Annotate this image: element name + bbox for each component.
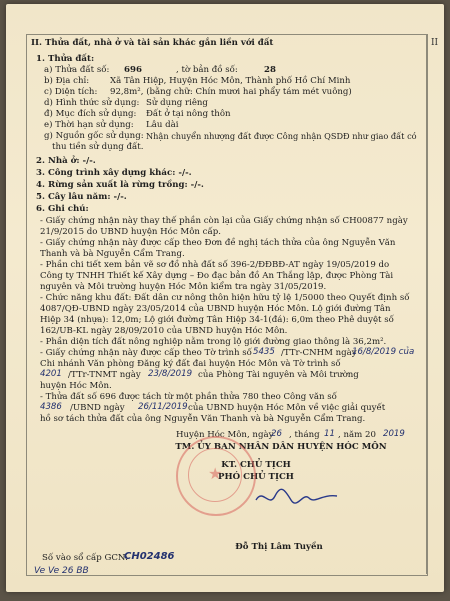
- note-line: - Phần diện tích đất nông nghiệp nằm trong lộ giới đường giao thông là 36,2m².: [40, 337, 387, 347]
- use-form-value: Sử dụng riêng: [146, 98, 208, 108]
- handwritten-day: 26: [271, 429, 282, 439]
- handwritten-to-trinh-date: 16/8/2019 của: [352, 347, 415, 357]
- perennial-line: 5. Cây lâu năm: -/-.: [36, 192, 127, 202]
- origin-value-2: thu tiền sử dụng đất.: [52, 142, 144, 152]
- note-line: nguyên và Môi trường huyện Hóc Môn kiểm tra ngày 31/05/2019.: [40, 282, 327, 292]
- handwritten-cong-van-date: 26/11/2019: [138, 402, 188, 412]
- year-label: , năm 20: [338, 430, 376, 440]
- registry-label: Số vào sổ cấp GCN:: [42, 553, 129, 563]
- note-line: /UBND ngày: [70, 403, 125, 413]
- purpose-value: Đất ở tại nông thôn: [146, 109, 231, 119]
- note-line: huyện Hóc Môn.: [40, 381, 112, 391]
- area-value: 92,8m², (bằng chữ: Chín mươi hai phẩy tám mét vuông): [110, 87, 352, 97]
- map-value: 28: [264, 65, 276, 75]
- notes-header: 6. Ghi chú:: [36, 204, 89, 214]
- note-line: hồ sơ tách thửa đất của ông Nguyễn Văn Thanh và bà Nguyễn Cẩm Trang.: [40, 414, 366, 424]
- house-line: 2. Nhà ở: -/-.: [36, 156, 96, 166]
- month-label: , tháng: [289, 430, 320, 440]
- term-value: Lâu dài: [146, 120, 179, 130]
- note-to-trinh-suffix: /TTr-CNHM ngày: [281, 348, 357, 358]
- note-line: Hiệp 34 (nhựa): 12,0m; Lộ giới đường Tân Hiệp 34-1(đá): 6,0m theo Phê duyệt số: [40, 315, 394, 325]
- land-header: 1. Thửa đất:: [36, 54, 95, 64]
- construction-line: 3. Công trình xây dựng khác: -/-.: [36, 168, 192, 178]
- note-line: Thanh và bà Nguyễn Cẩm Trang.: [40, 249, 185, 259]
- certificate-page: [6, 4, 444, 592]
- note-line: - Chức năng khu đất: Đất dân cư nông thôn hiện hữu tỷ lệ 1/5000 theo Quyết định số: [40, 293, 410, 303]
- handwritten-cong-van-no: 4386: [40, 402, 62, 412]
- official-seal-icon: ★: [176, 436, 256, 516]
- note-line: 4087/QĐ-UBND ngày 23/05/2014 của UBND huyện Hóc Môn. Lộ giới đường Tân: [40, 304, 391, 314]
- handwritten-to-trinh: 5435: [253, 347, 275, 357]
- handwritten-ttr-tnmt-no: 4201: [40, 369, 62, 379]
- origin-label: g) Nguồn gốc sử dụng:: [44, 131, 144, 141]
- note-line: 21/9/2015 do UBND huyện Hóc Môn cấp.: [40, 227, 221, 237]
- forest-line: 4. Rừng sản xuất là rừng trồng: -/-.: [36, 180, 204, 190]
- signature-icon: [251, 482, 341, 512]
- handwritten-month: 11: [324, 429, 335, 439]
- origin-value: Nhận chuyển nhượng đất được Công nhận QSDĐ như giao đất có: [146, 131, 417, 141]
- note-line: - Giấy chứng nhận này được cấp theo Tờ trình số: [40, 348, 252, 358]
- vice-chairman: PHÓ CHỦ TỊCH: [218, 472, 294, 482]
- handwritten-year: 2019: [383, 429, 405, 439]
- authority-title: TM. ỦY BAN NHÂN DÂN HUYỆN HÓC MÔN: [175, 442, 387, 452]
- address-label: b) Địa chỉ:: [44, 76, 90, 86]
- map-label: , tờ bản đồ số:: [176, 65, 238, 75]
- note-line: - Phần chi tiết xem bản vẽ sơ đồ nhà đất số 396-2/ĐĐBĐ-AT ngày 19/05/2019 do: [40, 260, 390, 270]
- signer-name: Đỗ Thị Lâm Tuyền: [235, 542, 323, 552]
- use-form-label: d) Hình thức sử dụng:: [44, 98, 140, 108]
- note-line: Công ty TNHH Thiết kế Xây dựng – Đo đạc bản đồ An Thắng lập, được Phòng Tài: [40, 271, 394, 281]
- note-line: Chi nhánh Văn phòng Đăng ký đất đai huyện Hóc Môn và Tờ trình số: [40, 359, 341, 369]
- note-line: 162/UB-KL ngày 28/09/2010 của UBND huyện Hóc Môn.: [40, 326, 288, 336]
- section-title: II. Thửa đất, nhà ở và tài sản khác gắn liền với đất: [31, 38, 274, 48]
- place-date-label: Huyện Hóc Môn, ngày: [176, 430, 274, 440]
- handwritten-margin-note: Ve Ve 26 BB: [34, 566, 89, 576]
- note-line: - Giấy chứng nhận này được cấp theo Đơn đề nghị tách thửa của ông Nguyễn Văn: [40, 238, 396, 248]
- parcel-label: a) Thửa đất số:: [44, 65, 110, 75]
- side-strip: [426, 34, 444, 574]
- note-line: /TTr-TNMT ngày: [68, 370, 141, 380]
- note-line: - Thửa đất số 696 được tách từ một phần thửa 780 theo Công văn số: [40, 392, 337, 402]
- address-value: Xã Tân Hiệp, Huyện Hóc Môn, Thành phố Hồ Chí Minh: [110, 76, 351, 86]
- side-label: II: [431, 38, 439, 48]
- handwritten-ttr-tnmt-date: 23/8/2019: [148, 369, 193, 379]
- area-label: c) Diện tích:: [44, 87, 98, 97]
- note-line: của UBND huyện Hóc Môn về việc giải quyết: [188, 403, 386, 413]
- note-line: của Phòng Tài nguyên và Môi trường: [198, 370, 359, 380]
- kt-chairman: KT. CHỦ TỊCH: [221, 460, 291, 470]
- parcel-value: 696: [124, 65, 142, 75]
- handwritten-gcn-no: CH02486: [124, 551, 175, 562]
- purpose-label: đ) Mục đích sử dụng:: [44, 109, 137, 119]
- note-line: - Giấy chứng nhận này thay thế phần còn lại của Giấy chứng nhận số CH00877 ngày: [40, 216, 408, 226]
- term-label: e) Thời hạn sử dụng:: [44, 120, 134, 130]
